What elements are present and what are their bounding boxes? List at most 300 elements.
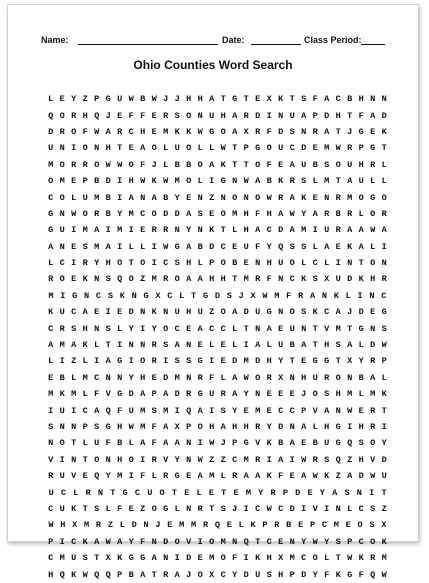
grid-letter: G — [140, 553, 146, 564]
grid-letter: M — [151, 274, 157, 285]
grid-letter: W — [220, 143, 226, 154]
grid-letter: S — [344, 487, 350, 498]
grid-letter: F — [266, 126, 272, 137]
grid-letter: H — [335, 389, 341, 400]
grid-letter: P — [82, 422, 88, 432]
grid-letter: D — [278, 422, 284, 432]
grid-letter: I — [59, 356, 65, 367]
grid-letter: L — [128, 438, 134, 449]
grid-letter: L — [370, 176, 376, 187]
grid-letter: E — [128, 143, 134, 154]
grid-letter: E — [358, 405, 364, 416]
grid-letter: E — [255, 94, 261, 105]
grid-letter: I — [59, 536, 65, 547]
grid-letter: S — [312, 274, 318, 285]
grid-letter: W — [140, 176, 146, 187]
grid-letter: N — [381, 94, 387, 105]
grid-letter: A — [151, 192, 157, 203]
grid-letter: P — [301, 405, 307, 416]
grid-row — [45, 206, 390, 222]
grid-letter: A — [381, 225, 387, 236]
grid-row — [45, 353, 390, 369]
grid-letter: V — [71, 471, 77, 482]
grid-letter: I — [128, 471, 134, 482]
grid-letter: F — [140, 536, 146, 547]
grid-letter: O — [266, 143, 272, 154]
grid-letter: A — [278, 208, 284, 219]
grid-letter: R — [370, 405, 376, 416]
grid-letter: S — [301, 241, 307, 252]
grid-letter: D — [243, 307, 249, 318]
grid-letter: Q — [117, 274, 123, 285]
grid-letter: H — [186, 307, 192, 318]
grid-letter: D — [278, 126, 284, 137]
grid-letter: U — [59, 405, 65, 416]
grid-letter: F — [151, 438, 157, 449]
grid-letter: U — [209, 389, 215, 400]
grid-letter: R — [347, 208, 353, 219]
grid-letter: H — [358, 454, 364, 465]
grid-letter: T — [335, 176, 341, 187]
grid-letter: W — [381, 340, 387, 351]
grid-letter: A — [82, 307, 88, 318]
grid-letter: H — [243, 208, 249, 219]
grid-letter: G — [312, 356, 318, 367]
grid-letter: L — [48, 258, 54, 269]
grid-letter: D — [381, 110, 387, 121]
grid-letter: R — [48, 274, 54, 285]
grid-letter: H — [358, 159, 364, 170]
grid-letter: I — [105, 225, 111, 236]
grid-letter: C — [289, 274, 295, 285]
grid-row — [45, 124, 390, 140]
grid-letter: C — [220, 569, 226, 580]
grid-letter: K — [381, 536, 387, 547]
grid-row — [45, 320, 390, 336]
grid-letter: M — [71, 389, 77, 400]
grid-letter: C — [48, 323, 54, 334]
grid-letter: T — [221, 487, 227, 498]
grid-letter: K — [347, 241, 353, 252]
grid-letter: O — [370, 438, 376, 449]
grid-letter: O — [335, 372, 341, 383]
grid-letter: D — [163, 536, 169, 547]
grid-letter: D — [370, 340, 376, 351]
grid-letter: C — [358, 536, 364, 547]
grid-letter: H — [335, 110, 341, 121]
grid-letter: N — [255, 258, 261, 269]
grid-letter: F — [128, 110, 134, 121]
grid-letter: O — [220, 258, 226, 269]
grid-letter: G — [105, 422, 111, 432]
grid-letter: A — [186, 208, 192, 219]
grid-letter: I — [369, 487, 375, 498]
grid-letter: W — [266, 192, 272, 203]
grid-letter: P — [262, 520, 268, 531]
grid-letter: K — [71, 569, 77, 580]
grid-letter: G — [232, 94, 238, 105]
grid-letter: Y — [266, 422, 272, 432]
grid-letter: L — [197, 176, 203, 187]
grid-letter: T — [82, 503, 88, 514]
grid-letter: W — [289, 208, 295, 219]
grid-letter: E — [278, 323, 284, 334]
grid-letter: L — [163, 143, 169, 154]
grid-row — [45, 288, 390, 304]
grid-letter: V — [255, 438, 261, 449]
grid-letter: R — [117, 126, 123, 137]
grid-letter: R — [186, 389, 192, 400]
grid-letter: T — [191, 290, 197, 301]
grid-letter: K — [255, 553, 261, 564]
grid-letter: W — [370, 225, 376, 236]
grid-letter: O — [312, 553, 318, 564]
grid-letter: N — [232, 176, 238, 187]
grid-letter: N — [335, 503, 341, 514]
grid-letter: L — [381, 176, 387, 187]
grid-letter: C — [209, 323, 215, 334]
grid-letter: G — [174, 241, 180, 252]
grid-letter: A — [309, 290, 316, 301]
grid-letter: I — [197, 438, 203, 449]
grid-letter: S — [82, 553, 88, 564]
grid-letter: H — [82, 323, 88, 334]
grid-letter: R — [278, 192, 284, 203]
grid-letter: D — [174, 208, 180, 219]
grid-letter: W — [197, 126, 203, 137]
grid-letter: U — [48, 487, 54, 498]
grid-letter: M — [163, 405, 169, 416]
grid-letter: M — [191, 520, 197, 531]
grid-letter: D — [358, 307, 364, 318]
grid-letter: F — [94, 389, 100, 400]
grid-letter: M — [59, 340, 65, 351]
grid-letter: A — [324, 126, 330, 137]
grid-letter: S — [197, 208, 203, 219]
grid-letter: F — [286, 290, 292, 301]
grid-letter: W — [151, 94, 157, 105]
grid-letter: E — [71, 241, 77, 252]
grid-letter: L — [232, 340, 238, 351]
grid-letter: G — [220, 176, 226, 187]
grid-letter: M — [335, 323, 341, 334]
grid-letter: K — [358, 274, 364, 285]
grid-letter: R — [151, 225, 157, 236]
grid-letter: N — [71, 454, 77, 465]
grid-letter: H — [117, 422, 123, 432]
grid-letter: Y — [312, 569, 318, 580]
grid-letter: G — [105, 94, 111, 105]
grid-letter: M — [220, 536, 226, 547]
grid-letter: E — [140, 225, 146, 236]
grid-row — [45, 550, 390, 566]
grid-letter: W — [266, 503, 272, 514]
grid-letter: Z — [71, 356, 77, 367]
grid-letter: N — [335, 405, 341, 416]
grid-letter: T — [151, 569, 157, 580]
grid-letter: R — [266, 372, 272, 383]
grid-letter: D — [289, 503, 295, 514]
grid-letter: U — [381, 471, 387, 482]
grid-letter: U — [117, 94, 123, 105]
grid-letter: G — [347, 569, 353, 580]
grid-letter: U — [278, 143, 284, 154]
grid-letter: N — [381, 258, 387, 269]
grid-letter: U — [278, 258, 284, 269]
grid-letter: P — [117, 569, 123, 580]
grid-letter: A — [358, 241, 364, 252]
grid-letter: H — [186, 258, 192, 269]
grid-letter: O — [197, 569, 203, 580]
grid-letter: S — [174, 258, 180, 269]
grid-letter: G — [163, 503, 169, 514]
grid-letter: G — [370, 192, 376, 203]
grid-letter: W — [82, 569, 88, 580]
grid-letter: P — [282, 487, 288, 498]
grid-letter: H — [358, 422, 364, 432]
grid-letter: R — [220, 389, 226, 400]
grid-letter: A — [347, 340, 353, 351]
grid-letter: Q — [59, 569, 65, 580]
grid-letter: I — [48, 405, 54, 416]
grid-letter: N — [186, 372, 192, 383]
grid-letter: B — [128, 569, 134, 580]
grid-letter: A — [186, 274, 192, 285]
grid-letter: C — [95, 290, 102, 301]
grid-letter: J — [347, 307, 353, 318]
grid-letter: N — [94, 274, 100, 285]
grid-letter: R — [255, 454, 261, 465]
grid-letter: K — [174, 126, 180, 137]
grid-letter: A — [232, 307, 238, 318]
grid-letter: F — [151, 422, 157, 432]
grid-letter: O — [140, 258, 146, 269]
grid-letter: W — [335, 143, 341, 154]
date-blank-line — [251, 44, 301, 45]
grid-letter: Y — [128, 372, 134, 383]
grid-letter: M — [243, 356, 249, 367]
grid-letter: Q — [94, 471, 100, 482]
grid-letter: L — [174, 503, 180, 514]
grid-letter: Y — [105, 471, 111, 482]
grid-letter: N — [289, 536, 295, 547]
grid-letter: Y — [94, 258, 100, 269]
grid-letter: Y — [381, 438, 387, 449]
grid-letter: L — [119, 520, 125, 531]
grid-letter: I — [60, 290, 66, 301]
grid-letter: N — [105, 372, 111, 383]
grid-letter: D — [347, 274, 353, 285]
grid-letter: M — [301, 225, 307, 236]
grid-letter: N — [163, 307, 169, 318]
grid-letter: Y — [278, 356, 284, 367]
grid-letter: M — [243, 274, 249, 285]
grid-letter: I — [105, 307, 111, 318]
grid-letter: E — [289, 471, 295, 482]
grid-letter: N — [140, 340, 146, 351]
grid-letter: A — [140, 389, 146, 400]
grid-letter: U — [255, 569, 261, 580]
grid-letter: N — [370, 94, 376, 105]
grid-letter: K — [381, 389, 387, 400]
grid-letter: J — [186, 569, 192, 580]
grid-letter: E — [233, 487, 239, 498]
grid-letter: A — [105, 126, 111, 137]
grid-letter: T — [171, 487, 178, 498]
grid-letter: G — [324, 356, 330, 367]
grid-letter: N — [347, 372, 353, 383]
grid-letter: V — [370, 454, 376, 465]
grid-letter: O — [59, 438, 65, 449]
grid-letter: R — [324, 208, 330, 219]
grid-letter: B — [163, 192, 169, 203]
grid-letter: A — [289, 438, 295, 449]
grid-letter: I — [117, 192, 123, 203]
grid-letter: K — [266, 438, 272, 449]
grid-letter: R — [312, 126, 318, 137]
grid-letter: H — [82, 110, 88, 121]
grid-letter: M — [370, 389, 376, 400]
grid-letter: N — [186, 503, 192, 514]
grid-letter: A — [197, 323, 203, 334]
grid-letter: N — [369, 290, 375, 301]
grid-letter: C — [232, 454, 238, 465]
grid-letter: C — [60, 487, 67, 498]
grid-letter: A — [232, 389, 238, 400]
grid-letter: K — [209, 225, 215, 236]
grid-letter: N — [243, 192, 249, 203]
grid-letter: B — [105, 192, 111, 203]
grid-letter: G — [197, 356, 203, 367]
grid-letter: L — [117, 323, 123, 334]
grid-letter: J — [301, 389, 307, 400]
grid-letter: C — [266, 225, 272, 236]
grid-letter: S — [163, 340, 169, 351]
grid-letter: M — [179, 520, 185, 531]
grid-letter: I — [266, 454, 272, 465]
grid-letter: O — [186, 143, 192, 154]
grid-letter: T — [243, 94, 249, 105]
grid-letter: K — [117, 553, 123, 564]
grid-row — [45, 435, 390, 451]
grid-letter: I — [289, 454, 295, 465]
grid-letter: H — [128, 176, 134, 187]
grid-letter: K — [151, 176, 157, 187]
grid-letter: Q — [94, 569, 100, 580]
grid-letter: I — [243, 503, 249, 514]
grid-letter: W — [262, 290, 268, 301]
grid-letter: K — [71, 503, 77, 514]
grid-letter: B — [140, 94, 146, 105]
grid-letter: E — [266, 405, 272, 416]
grid-letter: M — [117, 225, 123, 236]
grid-letter: S — [82, 241, 88, 252]
grid-letter: S — [71, 323, 77, 334]
grid-letter: S — [324, 159, 330, 170]
grid-letter: L — [82, 389, 88, 400]
grid-letter: E — [301, 438, 307, 449]
grid-letter: L — [324, 553, 330, 564]
grid-letter: A — [197, 274, 203, 285]
grid-letter: S — [369, 520, 375, 531]
grid-letter: M — [163, 126, 169, 137]
grid-letter: S — [48, 422, 54, 432]
grid-letter: A — [301, 110, 307, 121]
grid-letter: P — [309, 520, 316, 531]
grid-letter: B — [186, 159, 192, 170]
grid-row — [45, 501, 390, 517]
grid-letter: M — [289, 553, 295, 564]
grid-letter: Q — [94, 110, 100, 121]
grid-letter: O — [209, 536, 215, 547]
grid-letter: Y — [186, 225, 192, 236]
grid-letter: I — [71, 225, 77, 236]
grid-letter: I — [71, 258, 77, 269]
grid-letter: F — [209, 372, 215, 383]
grid-letter: K — [82, 274, 88, 285]
grid-letter: A — [105, 241, 111, 252]
grid-letter: O — [370, 258, 376, 269]
grid-letter: O — [220, 126, 226, 137]
grid-letter: G — [370, 143, 376, 154]
grid-letter: A — [370, 372, 376, 383]
grid-letter: V — [48, 454, 54, 465]
grid-letter: K — [324, 471, 330, 482]
grid-letter: M — [324, 176, 330, 187]
grid-letter: A — [301, 422, 307, 432]
grid-letter: R — [335, 225, 341, 236]
grid-letter: N — [289, 422, 295, 432]
grid-letter: E — [370, 126, 376, 137]
grid-letter: C — [174, 323, 180, 334]
class-period-blank-line — [361, 44, 385, 45]
grid-letter: T — [209, 503, 215, 514]
grid-letter: N — [105, 454, 111, 465]
grid-letter: W — [105, 159, 111, 170]
grid-letter: H — [209, 274, 215, 285]
grid-letter: U — [197, 307, 203, 318]
grid-letter: I — [312, 225, 318, 236]
grid-letter: L — [358, 389, 364, 400]
grid-letter: E — [128, 503, 134, 514]
grid-letter: N — [370, 323, 376, 334]
grid-letter: W — [381, 569, 387, 580]
grid-letter: N — [94, 323, 100, 334]
grid-letter: E — [312, 192, 318, 203]
grid-letter: U — [82, 192, 88, 203]
grid-letter: O — [151, 503, 157, 514]
grid-letter: H — [105, 258, 111, 269]
grid-letter: O — [220, 307, 226, 318]
grid-letter: X — [209, 569, 215, 580]
grid-letter: E — [345, 520, 351, 531]
grid-letter: I — [266, 110, 272, 121]
grid-letter: T — [232, 143, 238, 154]
grid-letter: S — [335, 536, 341, 547]
grid-letter: B — [312, 438, 318, 449]
grid-letter: S — [358, 438, 364, 449]
grid-letter: N — [197, 225, 203, 236]
grid-letter: N — [278, 110, 284, 121]
grid-letter: A — [278, 454, 284, 465]
grid-letter: C — [71, 536, 77, 547]
grid-letter: R — [202, 520, 209, 531]
grid-letter: V — [312, 503, 318, 514]
grid-letter: P — [151, 389, 157, 400]
grid-letter: U — [48, 143, 54, 154]
grid-letter: E — [82, 471, 88, 482]
grid-letter: P — [347, 536, 353, 547]
